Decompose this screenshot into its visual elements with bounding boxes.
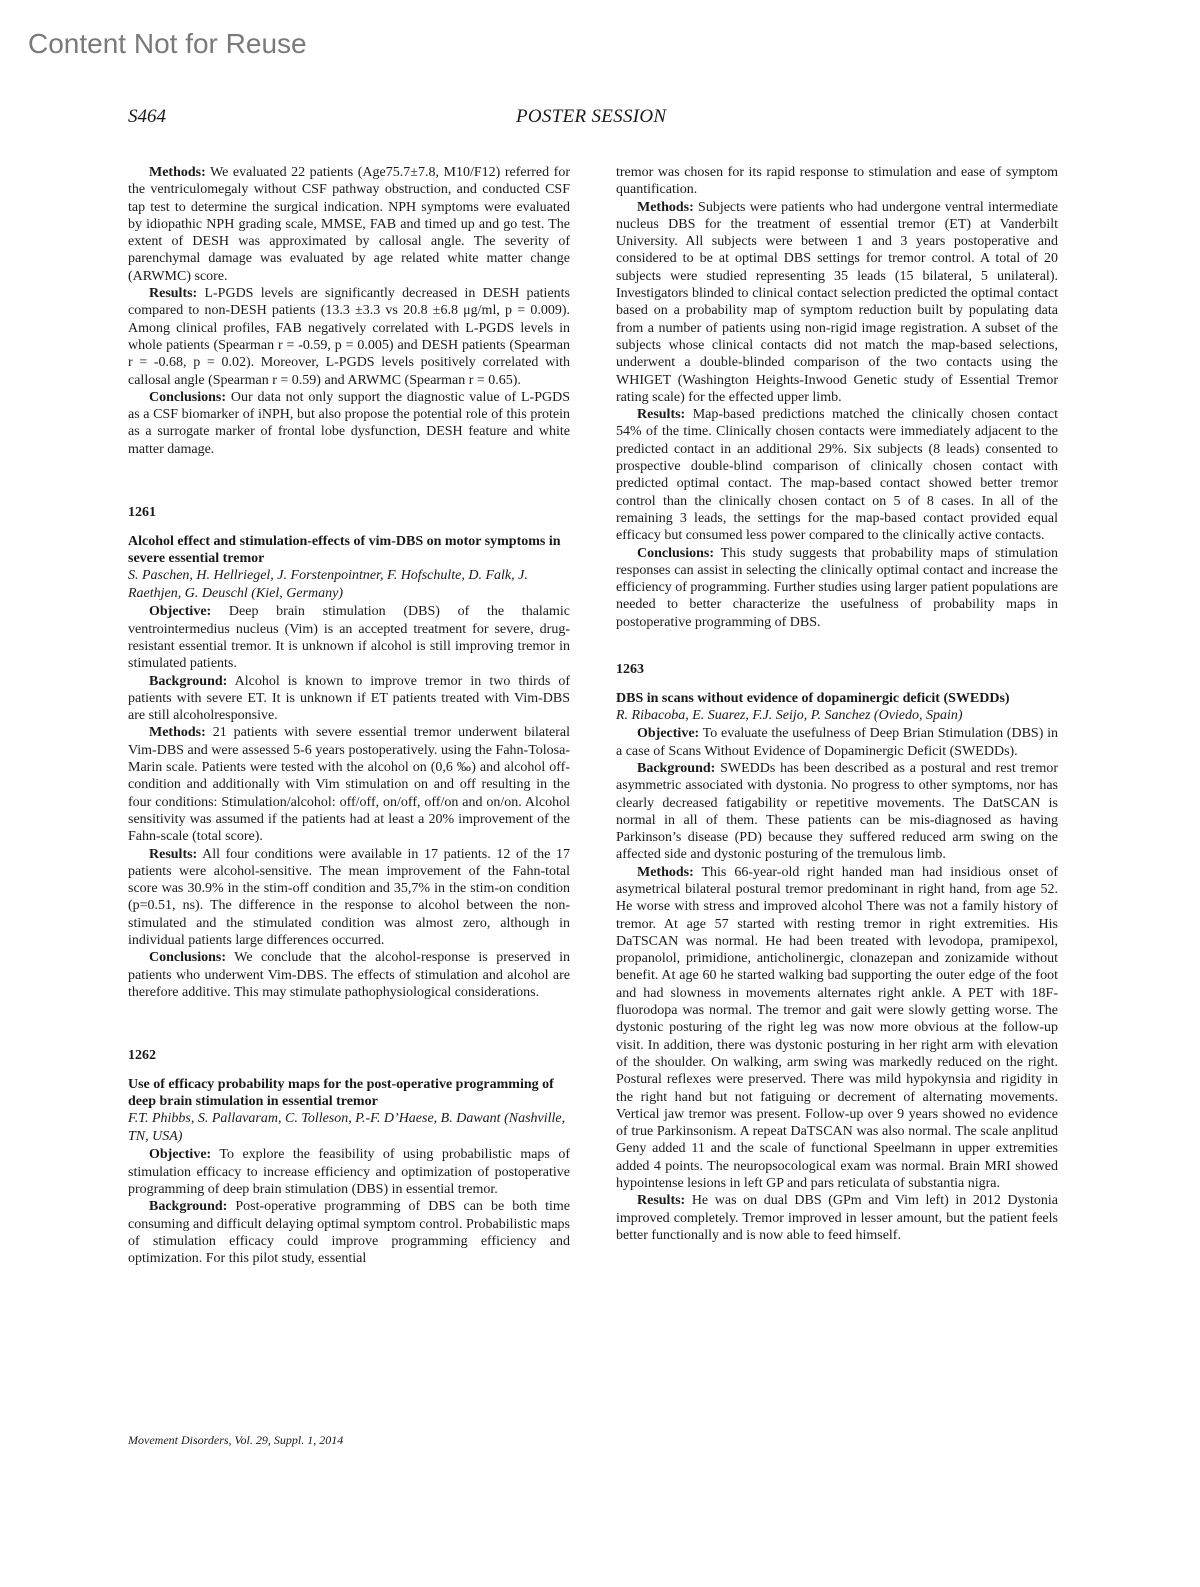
- a1262-results: Results: Map-based predictions matched the clinically chosen contact 54% of the time. Clinically chosen contacts were immediately adjacent to the predicted contact in an additional 29%. Six subjects (8 leads) consented to prospective double-blind comparison of clinically chosen contact with predicted optimal contact. The map-based contact showed better tremor control than the clinically chosen contact on 5 of 8 cases. In all of the remaining 3 leads, the settings for the map-based contact provided equal efficacy but consumed less power compared to the clinically active contacts.: [616, 407, 1058, 544]
- a1263-objective: Objective: To evaluate the usefulness of Deep Brian Stimulation (DBS) in a case of Scans Without Evidence of Dopaminergic Deficit (SWEDDs).: [616, 726, 1058, 759]
- a1263-background: Background: SWEDDs has been described as a postural and rest tremor asymmetric associated with dystonia. No progress to other symptoms, nor has clearly decreased fatigability or repetitive movements. The DatSCAN is normal in all of them. These patients can be mis-diagnosed as having Parkinson’s disease (PD) because they suffered reduced arm swing on the affected side and dystonic posturing of the tremulous limb.: [616, 760, 1058, 863]
- left-column: [128, 164, 570, 1268]
- a1261-conclusions: Conclusions: We conclude that the alcohol-response is preserved in patients who underwent Vim-DBS. The effects of stimulation and alcohol are therefore additive. This may stimulate pathophysiological considerations.: [128, 950, 570, 1000]
- a1262-conclusions: Conclusions: This study suggests that probability maps of stimulation responses can assist in selecting the clinically optimal contact and increase the efficiency of programming. Further studies using larger patient populations are needed to better characterize the usefulness of probability maps in postoperative programming of DBS.: [616, 545, 1058, 630]
- a1261-background: Background: Alcohol is known to improve tremor in two thirds of patients with severe ET. It is unknown if ET patients treated with Vim-DBS are still alcoholresponsive.: [128, 673, 570, 724]
- a1261-methods: Methods: 21 patients with severe essential tremor underwent bilateral Vim-DBS and were assessed 5-6 years postoperatively. using the Fahn-Tolosa-Marin scale. Patients were tested with the alcohol on (0,6 ‰) and alcohol off-condition and additionally with Vim stimulation on and off resulting in the four conditions: Stimulation/alcohol: off/off, on/off, off/on and on/on. Alcohol sensitivity was assumed if the patients had at least a 20% improvement of the Fahn-scale (total score).: [128, 725, 570, 845]
- abstract-title-1263: DBS in scans without evidence of dopaminergic deficit (SWEDDs): [616, 691, 1010, 707]
- abstract-authors-1263: R. Ribacoba, E. Suarez, F.J. Seijo, P. Sanchez (Oviedo, Spain): [616, 708, 963, 724]
- a1262-methods: Methods: Subjects were patients who had undergone ventral intermediate nucleus DBS for the treatment of essential tremor (ET) at Vanderbilt University. All subjects were between 1 and 3 years postoperative and considered to be at optimal DBS settings for tremor control. A total of 20 subjects were studied representing 35 leads (15 bilateral, 5 unilateral). Investigators blinded to clinical contact selection predicted the optimal contact based on a probability map of symptom reduction built by populating data from a number of patients using non-rigid image registration. A subset of the subjects whose clinical contacts did not match the map-based selections, underwent a double-blinded comparison of the two contacts using the WHIGET (Washington Heights-Inwood Genetic study of Essential Tremor rating scale) for the effected upper limb.: [616, 199, 1058, 405]
- right-column: [616, 164, 1058, 1244]
- abstract-number-1262: 1262: [128, 1048, 156, 1064]
- a1261-objective: Objective: Deep brain stimulation (DBS) of the thalamic ventrointermedius nucleus (Vim) is an accepted treatment for severe, drug-resistant essential tremor. It is unknown if alcohol is still improving tremor in stimulated patients.: [128, 604, 570, 672]
- prev-conclusions: Conclusions: Our data not only support the diagnostic value of L-PGDS as a CSF biomarker of iNPH, but also propose the potential role of this protein as a surrogate marker of frontal lobe dysfunction, DESH feature and white matter damage.: [128, 389, 570, 457]
- abstract-title-1262: Use of efficacy probability maps for the post-operative programming of deep brain stimulation in essential tremor: [128, 1077, 554, 1110]
- prev-results: Results: L-PGDS levels are significantly decreased in DESH patients compared to non-DESH patients (13.3 ±3.3 vs 20.8 ±6.8 μg/ml, p = 0.009). Among clinical profiles, FAB negatively correlated with L-PGDS levels in whole patients (Spearman r = -0.59, p = 0.005) and DESH patients (Spearman r = -0.68, p = 0.02). Moreover, L-PGDS levels positively correlated with callosal angle (Spearman r = 0.59) and ARWMC (Spearman r = 0.65).: [128, 286, 570, 388]
- abstract-authors-1261: S. Paschen, H. Hellriegel, J. Forstenpointner, F. Hofschulte, D. Falk, J. Raethjen, G. Deuschl (Kiel, Germany): [128, 568, 528, 602]
- abstract-number-1263: 1263: [616, 662, 644, 678]
- abstract-number-1261: 1261: [128, 505, 156, 521]
- a1263-results: Results: He was on dual DBS (GPm and Vim left) in 2012 Dystonia improved completely. Tremor improved in lesser amount, but the patient feels better functionally and is now able to feed himself.: [616, 1193, 1058, 1243]
- a1262-objective: Objective: To explore the feasibility of using probabilistic maps of stimulation efficacy to increase efficiency and optimization of postoperative programming of deep brain stimulation (DBS) in essential tremor.: [128, 1147, 570, 1198]
- page-number: S464: [128, 106, 166, 127]
- a1262-continuation: tremor was chosen for its rapid response to stimulation and ease of symptom quantification.: [616, 165, 1058, 198]
- prev-methods: Methods: We evaluated 22 patients (Age75.7±7.8, M10/F12) referred for the ventriculomegaly without CSF pathway obstruction, and conducted CSF tap test to determine the surgical indication. NPH symptoms were evaluated by idiopathic NPH grading scale, MMSE, FAB and timed up and go test. The extent of DESH was approximated by callosal angle. The severity of parenchymal damage was evaluated by age related white matter change (ARWMC) score.: [128, 165, 570, 284]
- watermark: Content Not for Reuse: [28, 28, 307, 59]
- abstract-authors-1262: F.T. Phibbs, S. Pallavaram, C. Tolleson, P.-F. D’Haese, B. Dawant (Nashville, TN, USA): [128, 1111, 566, 1145]
- running-header: POSTER SESSION: [516, 106, 667, 127]
- a1261-results: Results: All four conditions were available in 17 patients. 12 of the 17 patients were alcohol-sensitive. The mean improvement of the Fahn-total score was 30.9% in the stim-off condition and 35,7% in the stim-on condition (p=0.51, ns). The difference in the response to alcohol between the non-stimulated and the stimulated condition was almost zero, although in individual patients large differences occurred.: [128, 846, 570, 948]
- abstract-title-1261: Alcohol effect and stimulation-effects of vim-DBS on motor symptoms in severe essential tremor: [128, 534, 561, 567]
- a1263-methods: Methods: This 66-year-old right handed man had insidious onset of asymetrical bilateral postural tremor predominant in right hand, from age 52. He worse with stress and improved alcohol There was not a family history of tremor. At age 57 started with resting tremor in right extremities. His DaTSCAN was normal. He had been treated with levodopa, pramipexol, propanolol, primidione, anticholinergic, clonazepan and zonizamide without benefit. At age 60 he started walking bad supporting the outer edge of the foot and had slowness in movements alternates right ankle. A PET with 18F-fluorodopa was normal. The tremor and gait were slowly getting worse. The dystonic posturing of the right leg was now more obvious at the follow-up visit. In addition, there was dystonic posturing in her right arm with elevation of the shoulder. On walking, arm swing was markedly reduced on the right. Postural reflexes were preserved. There was mild hypokynsia and rigidity in the right hand but not fatiguing or decrement of alternating movements. Vertical jaw tremor was present. Follow-up over 9 years showed no evidence of true Parkinsonism. A repeat DaTSCAN was also normal. The scale anplitud Geny added 11 and the scale of functional Speelmann in upper extremities added 4 points. The neuropsocological exam was normal. Brain MRI showed hypointense lesions in left GP and pars reticulata of substantia nigra.: [616, 864, 1058, 1192]
- a1262-background: Background: Post-operative programming of DBS can be both time consuming and difficult delaying optimal symptom control. Probabilistic maps of stimulation efficacy could improve programming efficiency and optimization. For this pilot study, essential: [128, 1199, 570, 1267]
- journal-footer: Movement Disorders, Vol. 29, Suppl. 1, 2014: [128, 1433, 344, 1447]
